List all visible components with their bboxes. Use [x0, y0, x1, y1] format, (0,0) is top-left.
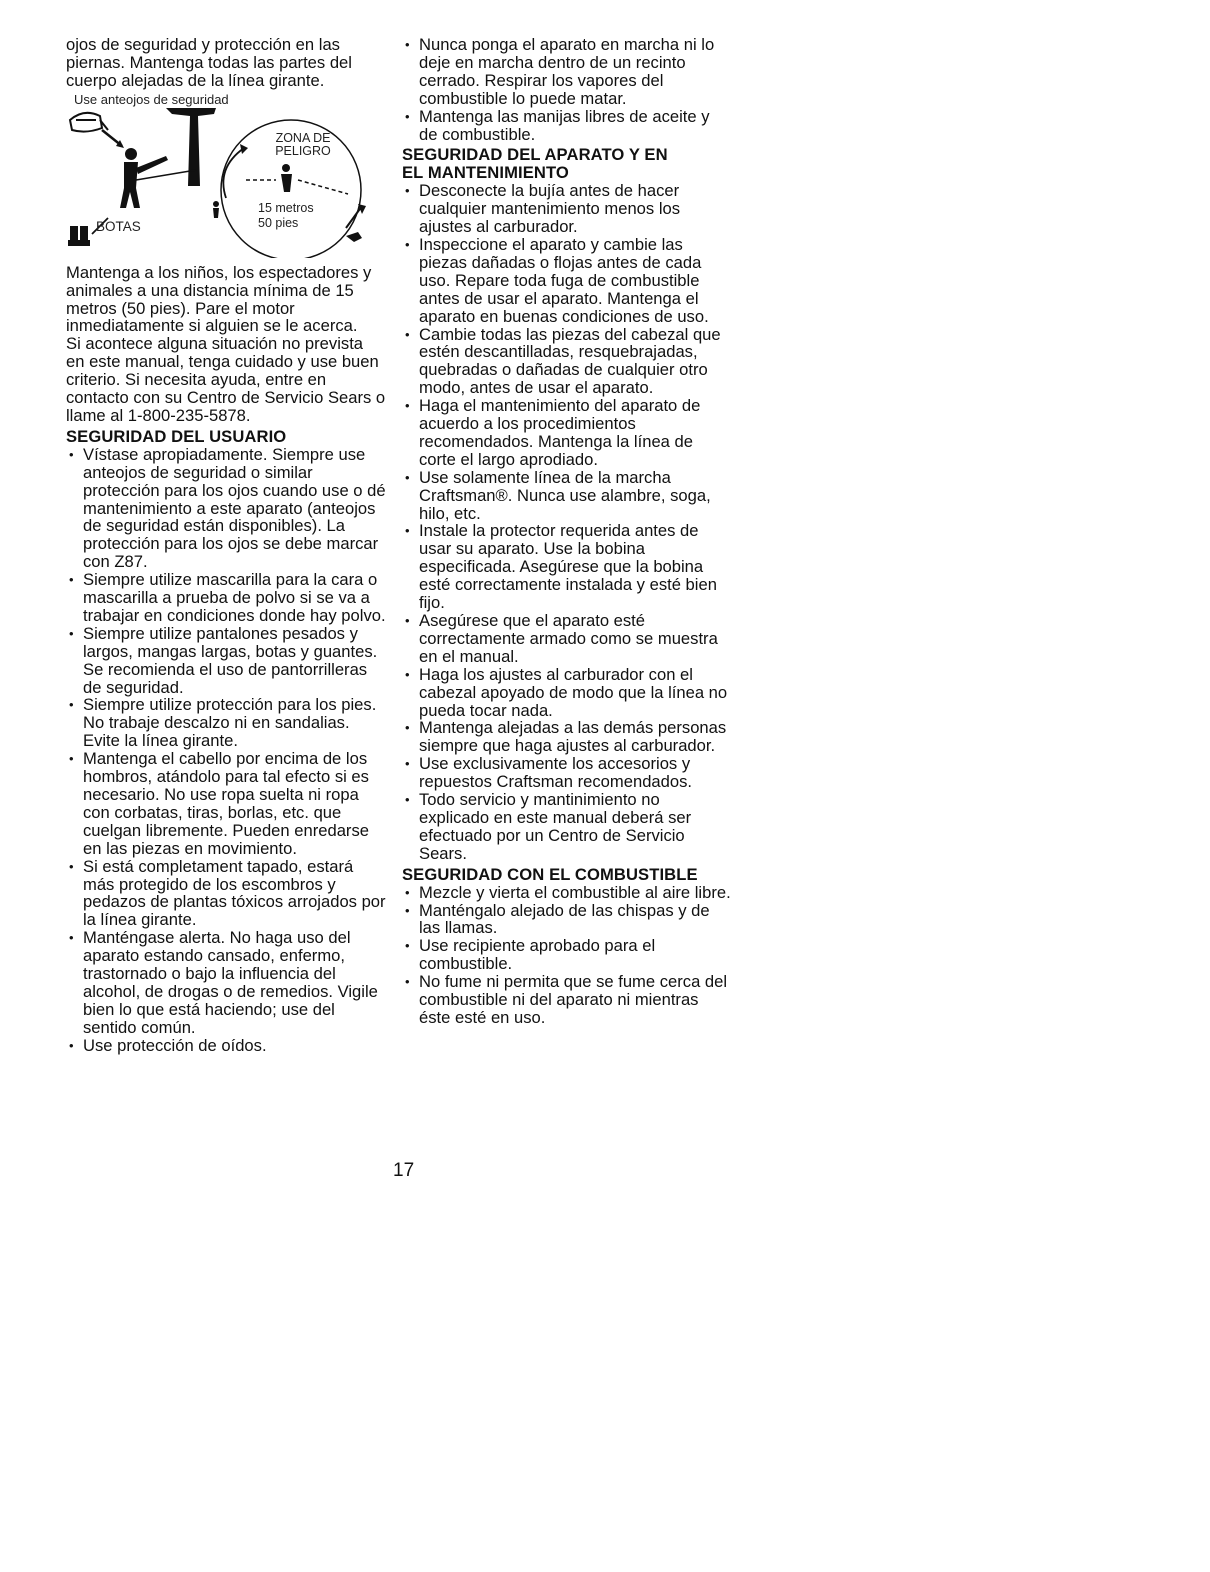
- list-item: • Mantenga las manijas libres de aceite y de combustible.: [402, 108, 732, 144]
- figure-caption: Use anteojos de seguridad: [74, 91, 229, 107]
- animal-icon: [346, 232, 362, 242]
- list-item: • No fume ni permita que se fume cerca del combustible ni del aparato ni mientras éste esté en uso.: [402, 973, 732, 1027]
- boots-icon: [68, 226, 90, 246]
- list-item: • Siempre utilize protección para los pies. No trabaje descalzo ni en sandalias. Evite la línea girante.: [66, 696, 386, 750]
- maintenance-heading: [402, 146, 732, 182]
- list-item: • Todo servicio y mantinimiento no explicado en este manual deberá ser efectuado por un Centro de Servicio Sears.: [402, 791, 732, 863]
- list-item: • Use exclusivamente los accesorios y repuestos Craftsman recomendados.: [402, 755, 732, 791]
- distance-metric-label: 15 metros: [258, 200, 314, 215]
- right-column: [402, 36, 732, 1027]
- distance-imperial-label: 50 pies: [258, 215, 299, 230]
- danger-zone-person-icon: [281, 164, 292, 192]
- goggles-icon: [70, 113, 108, 132]
- left-column: [66, 36, 386, 1055]
- fuel-safety-heading: SEGURIDAD CON EL COMBUSTIBLE: [402, 864, 698, 884]
- list-item: • Siempre utilize pantalones pesados y largos, mangas largas, botas y guantes. Se recomienda el uso de pantorrilleras de seguridad.: [66, 625, 386, 697]
- list-item: • Asegúrese que el aparato esté correctamente armado como se muestra en el manual.: [402, 612, 732, 666]
- list-item: • Cambie todas las piezas del cabezal que estén descantilladas, resquebrajadas, quebradas o dañadas de cualquier otro modo, antes de usar el aparato.: [402, 326, 732, 398]
- list-item: • Si está completament tapado, estará más protegido de los escombros y pedazos de plantas tóxicos arrojados por la línea girante.: [66, 858, 386, 930]
- maintenance-heading-line1: SEGURIDAD DEL APARATO Y EN: [402, 145, 668, 165]
- list-item: • Inspeccione el aparato y cambie las piezas dañadas o flojas antes de cada uso. Repare toda fuga de combustible antes de usar el aparato. Mantenga el aparato en buenas condiciones de uso.: [402, 236, 732, 326]
- intro-paragraph: ojos de seguridad y protección en las piernas. Mantenga todas las partes del cuerpo alejadas de la línea girante.: [66, 35, 352, 90]
- list-item: • Use recipiente aprobado para el combustible.: [402, 937, 732, 973]
- maintenance-list: [402, 182, 732, 862]
- fuel-safety-list: [402, 884, 732, 1027]
- danger-zone-label: ZONA DE PELIGRO: [275, 130, 331, 158]
- general-safety-list: [402, 36, 732, 143]
- page-number: 17: [393, 1160, 415, 1181]
- user-safety-list: [66, 446, 386, 1055]
- service-paragraph: Si acontece alguna situación no prevista en este manual, tenga cuidado y use buen criterio. Si necesita ayuda, entre en contacto con su Centro de Servicio Sears o llame al 1-800-235-5878.: [66, 334, 386, 425]
- list-item: • Manténgase alerta. No haga uso del aparato estando cansado, enfermo, trastornado o bajo la influencia del alcohol, de drogas o de remedios. Vigile bien lo que está haciendo; use del sentido común.: [66, 929, 386, 1036]
- list-item: • Desconecte la bujía antes de hacer cualquier mantenimiento menos los ajustes al carburador.: [402, 182, 732, 236]
- list-item: • Siempre utilize mascarilla para la cara o mascarilla a prueba de polvo si se va a trabajar en condiciones donde hay polvo.: [66, 571, 386, 625]
- list-item: • Mezcle y vierta el combustible al aire libre.: [402, 884, 732, 902]
- maintenance-heading-line2: EL MANTENIMIENTO: [402, 163, 569, 183]
- distance-paragraph: Mantenga a los niños, los espectadores y animales a una distancia mínima de 15 metros (50 pies). Pare el motor inmediatamente si alguien se le acerca.: [66, 262, 372, 336]
- boots-label: BOTAS: [96, 218, 141, 234]
- list-item: • Haga el mantenimiento del aparato de acuerdo a los procedimientos recomendados. Mantenga la línea de corte el largo aprodiado.: [402, 397, 732, 469]
- safety-figure: [66, 108, 376, 258]
- list-item: • Instale la protector requerida antes de usar su aparato. Use la bobina especificada. Asegúrese que la bobina esté correctamente instalada y esté bien fijo.: [402, 522, 732, 612]
- list-item: • Haga los ajustes al carburador con el cabezal apoyado de modo que la línea no pueda tocar nada.: [402, 666, 732, 720]
- list-item: • Nunca ponga el aparato en marcha ni lo deje en marcha dentro de un recinto cerrado. Respirar los vapores del combustible lo puede matar.: [402, 36, 732, 108]
- list-item: • Manténgalo alejado de las chispas y de las llamas.: [402, 902, 732, 938]
- list-item: • Use solamente línea de la marcha Craftsman®. Nunca use alambre, soga, hilo, etc.: [402, 469, 732, 523]
- user-safety-heading: SEGURIDAD DEL USUARIO: [66, 426, 287, 446]
- bystander-icon: [213, 201, 219, 218]
- list-item: • Vístase apropiadamente. Siempre use anteojos de seguridad o similar protección para los ojos cuando use o dé mantenimiento a este aparato (anteojos de seguridad están disponibles). La protección para los ojos se debe marcar con Z87.: [66, 446, 386, 571]
- list-item: • Use protección de oídos.: [66, 1037, 386, 1055]
- list-item: • Mantenga el cabello por encima de los hombros, atándolo para tal efecto si es necesario. No use ropa suelta ni ropa con corbatas, tiras, borlas, etc. que cuelgan libremente. Pueden enredarse en las piezas en movimiento.: [66, 750, 386, 857]
- list-item: • Mantenga alejadas a las demás personas siempre que haga ajustes al carburador.: [402, 719, 732, 755]
